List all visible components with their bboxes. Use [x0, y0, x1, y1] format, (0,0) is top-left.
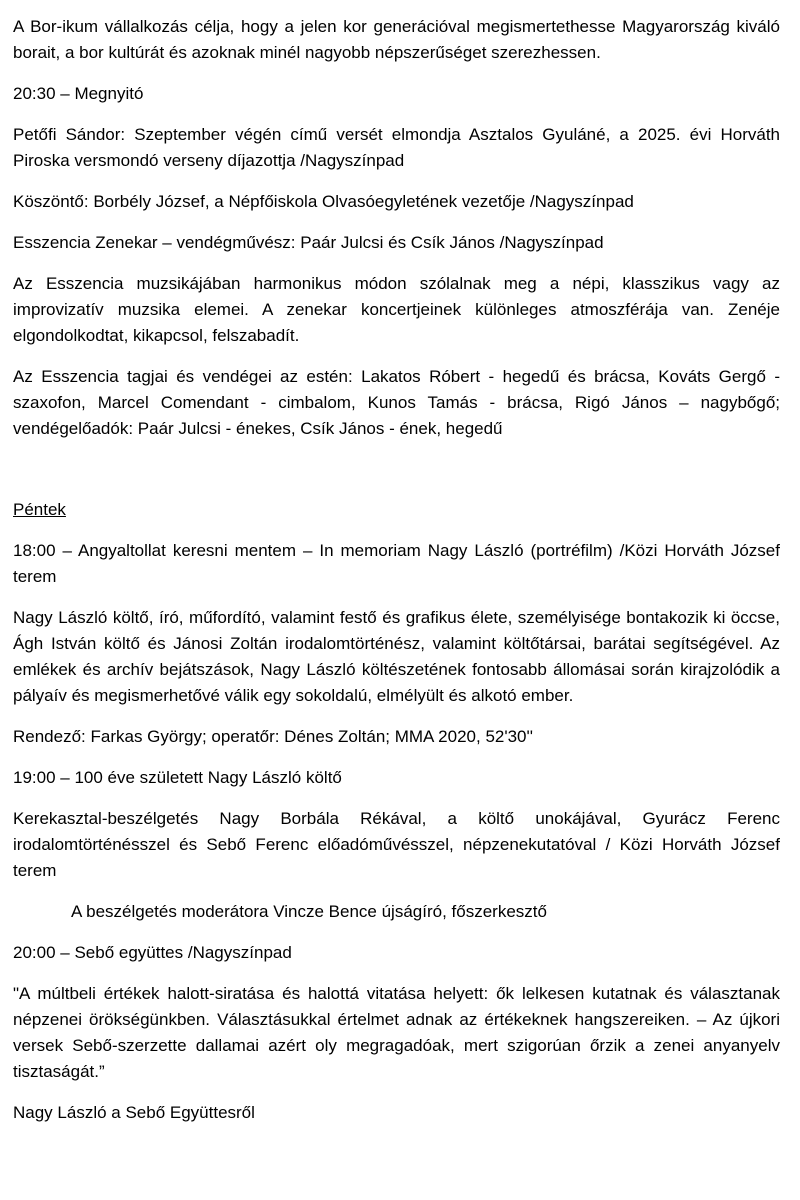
- day-heading-pentek: Péntek: [13, 500, 66, 519]
- event-esszencia-zenekar: Esszencia Zenekar – vendégművész: Paár Julcsi és Csík János /Nagyszínpad: [13, 233, 604, 252]
- quote-attribution: Nagy László a Sebő Együttesről: [13, 1103, 255, 1122]
- sebo-quote: "A múltbeli értékek halott-siratása és halottá vitatása helyett: ők lelkesen kutatnak és választanak népzenei örökségünkben. Választásukkal értelmet adnak az értékeknek hangszereiken. – Az újkori versek Sebő-szerzette dallamai azért oly megragadóak, mert szigorúan őrzik a zenei anyanyelv tisztaságát.”: [13, 984, 780, 1081]
- event-1900-kerekasztal: 19:00 – 100 éve született Nagy László költő: [13, 768, 342, 787]
- kerekasztal-description: Kerekasztal-beszélgetés Nagy Borbála Rékával, a költő unokájával, Gyurácz Ferenc irodalomtörténésszel és Sebő Ferenc előadóművésszel, népzenekutatóval / Közi Horváth József terem: [13, 809, 780, 880]
- esszencia-description: Az Esszencia muzsikájában harmonikus módon szólalnak meg a népi, klasszikus vagy az improvizatív muzsika elemei. A zenekar koncertjeinek különleges atmoszférája van. Zenéje elgondolkodtat, kikapcsol, felszabadít.: [13, 274, 780, 345]
- event-koszonto: Köszöntő: Borbély József, a Népfőiskola Olvasóegyletének vezetője /Nagyszínpad: [13, 192, 634, 211]
- intro-paragraph: A Bor-ikum vállalkozás célja, hogy a jelen kor generációval megismertethesse Magyarország kiváló borait, a bor kultúrát és azoknak minél nagyobb népszerűséget szerezhessen.: [13, 17, 780, 62]
- event-1800-portrefilm: 18:00 – Angyaltollat keresni mentem – In memoriam Nagy László (portréfilm) /Közi Horváth József terem: [13, 541, 780, 586]
- film-credits: Rendező: Farkas György; operatőr: Dénes Zoltán; MMA 2020, 52'30'': [13, 727, 534, 746]
- event-petofi-vers: Petőfi Sándor: Szeptember végén című versét elmondja Asztalos Gyuláné, a 2025. évi Horváth Piroska versmondó verseny díjazottja /Nagyszínpad: [13, 125, 780, 170]
- esszencia-members: Az Esszencia tagjai és vendégei az estén: Lakatos Róbert - hegedű és brácsa, Kováts Gergő - szaxofon, Marcel Comendant - cimbalom, Kunos Tamás - brácsa, Rigó János – nagybőgő; vendégelőadók: Paár Julcsi - énekes, Csík János - ének, hegedű: [13, 367, 780, 438]
- event-2030-megnyito: 20:30 – Megnyitó: [13, 84, 144, 103]
- moderator-note: A beszélgetés moderátora Vincze Bence újságíró, főszerkesztő: [71, 902, 547, 921]
- portrefilm-description: Nagy László költő, író, műfordító, valamint festő és grafikus élete, személyisége bontakozik ki öccse, Ágh István költő és Jánosi Zoltán irodalomtörténész, valamint költőtársai, barátai segítségével. Az emlékek és archív bejátszások, Nagy László költészetének fontosabb állomásai során kirajzolódik a pályaív és megismerhetővé válik egy sokoldalú, elmélyült és alkotó ember.: [13, 608, 780, 705]
- event-2000-sebo: 20:00 – Sebő együttes /Nagyszínpad: [13, 943, 292, 962]
